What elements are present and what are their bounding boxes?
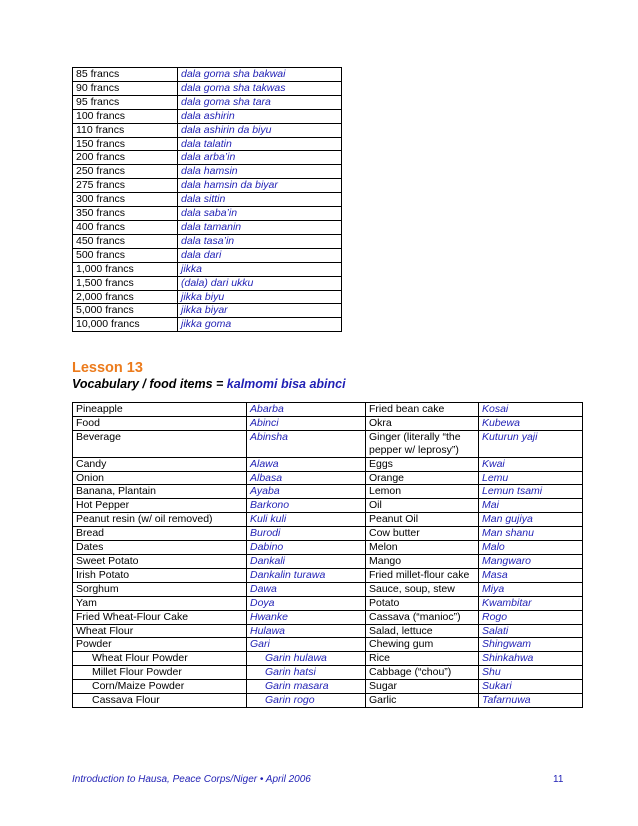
- food-hausa: Tafarnuwa: [479, 694, 583, 708]
- amount-english: 150 francs: [73, 137, 178, 151]
- food-hausa: Abinci: [247, 416, 366, 430]
- food-english: Bread: [73, 527, 247, 541]
- food-hausa: Malo: [479, 541, 583, 555]
- amount-hausa: dala dari: [178, 248, 342, 262]
- table-row: [73, 554, 583, 568]
- amount-hausa: jikka: [178, 262, 342, 276]
- food-hausa: Gari: [247, 638, 366, 652]
- table-row: [73, 568, 583, 582]
- lesson-title: Lesson 13: [72, 360, 143, 376]
- subtitle-hausa: kalmomi bisa abinci: [226, 377, 346, 391]
- food-english: Powder: [73, 638, 247, 652]
- table-row: [73, 403, 583, 417]
- amount-english: 2,000 francs: [73, 290, 178, 304]
- food-english: Cassava (“manioc”): [366, 610, 479, 624]
- food-hausa: Kwai: [479, 457, 583, 471]
- table-row: [73, 81, 342, 95]
- food-english: Fried bean cake: [366, 403, 479, 417]
- amount-english: 110 francs: [73, 123, 178, 137]
- amount-hausa: jikka biyu: [178, 290, 342, 304]
- table-row: [73, 430, 583, 457]
- table-row: [73, 248, 342, 262]
- table-row: [73, 624, 583, 638]
- amount-english: 400 francs: [73, 220, 178, 234]
- amount-english: 300 francs: [73, 193, 178, 207]
- food-hausa: Dabino: [247, 541, 366, 555]
- table-row: [73, 457, 583, 471]
- food-hausa: Kubewa: [479, 416, 583, 430]
- table-row: [73, 638, 583, 652]
- food-english: Beverage: [73, 430, 247, 457]
- amount-hausa: jikka biyar: [178, 304, 342, 318]
- food-hausa: Rogo: [479, 610, 583, 624]
- table-row: [73, 234, 342, 248]
- amount-english: 450 francs: [73, 234, 178, 248]
- food-english: Cow butter: [366, 527, 479, 541]
- amount-hausa: dala ashirin: [178, 109, 342, 123]
- food-english: Sweet Potato: [73, 554, 247, 568]
- table-row: [73, 694, 583, 708]
- table-row: [73, 137, 342, 151]
- food-english: Chewing gum: [366, 638, 479, 652]
- food-hausa: Shu: [479, 666, 583, 680]
- amount-hausa: dala saba’in: [178, 207, 342, 221]
- food-english: Peanut resin (w/ oil removed): [73, 513, 247, 527]
- page-number: 11: [553, 774, 564, 785]
- food-hausa: Abarba: [247, 403, 366, 417]
- amount-english: 100 francs: [73, 109, 178, 123]
- food-english: Pineapple: [73, 403, 247, 417]
- food-hausa: Albasa: [247, 471, 366, 485]
- food-english: Banana, Plantain: [73, 485, 247, 499]
- footer-text: Introduction to Hausa, Peace Corps/Niger • April 2006: [72, 774, 311, 785]
- amount-hausa: dala tasa’in: [178, 234, 342, 248]
- food-english: Wheat Flour: [73, 624, 247, 638]
- food-hausa: Garin hatsi: [247, 666, 366, 680]
- food-hausa: Man shanu: [479, 527, 583, 541]
- table-row: [73, 610, 583, 624]
- amount-hausa: dala talatin: [178, 137, 342, 151]
- food-english: Cabbage (“chou”): [366, 666, 479, 680]
- food-english: Okra: [366, 416, 479, 430]
- food-english: Yam: [73, 596, 247, 610]
- food-english: Sorghum: [73, 582, 247, 596]
- subtitle-english: Vocabulary / food items =: [72, 377, 227, 391]
- table-row: [73, 276, 342, 290]
- amount-english: 1,000 francs: [73, 262, 178, 276]
- food-hausa: Doya: [247, 596, 366, 610]
- food-hausa: Barkono: [247, 499, 366, 513]
- food-hausa: Ayaba: [247, 485, 366, 499]
- table-row: [73, 109, 342, 123]
- amount-hausa: dala goma sha tara: [178, 95, 342, 109]
- amount-hausa: dala goma sha takwas: [178, 81, 342, 95]
- amount-hausa: dala hamsin da biyar: [178, 179, 342, 193]
- amount-hausa: (dala) dari ukku: [178, 276, 342, 290]
- food-english: Peanut Oil: [366, 513, 479, 527]
- amount-hausa: jikka goma: [178, 318, 342, 332]
- table-row: [73, 95, 342, 109]
- food-english: Fried Wheat-Flour Cake: [73, 610, 247, 624]
- table-row: [73, 596, 583, 610]
- food-english: Potato: [366, 596, 479, 610]
- food-hausa: Dankalin turawa: [247, 568, 366, 582]
- table-row: [73, 680, 583, 694]
- food-english: Dates: [73, 541, 247, 555]
- table-row: [73, 471, 583, 485]
- amount-english: 95 francs: [73, 95, 178, 109]
- lesson-subtitle: [72, 377, 346, 391]
- food-hausa: Sukari: [479, 680, 583, 694]
- food-hausa: Kwambitar: [479, 596, 583, 610]
- table-row: [73, 513, 583, 527]
- table-row: [73, 666, 583, 680]
- food-english: Lemon: [366, 485, 479, 499]
- food-english: Orange: [366, 471, 479, 485]
- food-english: Food: [73, 416, 247, 430]
- food-hausa: Garin masara: [247, 680, 366, 694]
- table-row: [73, 527, 583, 541]
- table-row: [73, 416, 583, 430]
- amount-english: 10,000 francs: [73, 318, 178, 332]
- food-hausa: Shinkahwa: [479, 652, 583, 666]
- food-hausa: Mai: [479, 499, 583, 513]
- amount-hausa: dala ashirin da biyu: [178, 123, 342, 137]
- food-english: Garlic: [366, 694, 479, 708]
- food-english: Sauce, soup, stew: [366, 582, 479, 596]
- food-hausa: Hwanke: [247, 610, 366, 624]
- food-english: Onion: [73, 471, 247, 485]
- table-row: [73, 207, 342, 221]
- amount-hausa: dala hamsin: [178, 165, 342, 179]
- food-hausa: Hulawa: [247, 624, 366, 638]
- table-row: [73, 179, 342, 193]
- food-english: Melon: [366, 541, 479, 555]
- numbers-table: [72, 67, 342, 332]
- table-row: [73, 220, 342, 234]
- table-row: [73, 262, 342, 276]
- food-hausa: Kosai: [479, 403, 583, 417]
- table-row: [73, 541, 583, 555]
- food-hausa: Kuturun yaji: [479, 430, 583, 457]
- food-hausa: Burodi: [247, 527, 366, 541]
- food-hausa: Garin rogo: [247, 694, 366, 708]
- amount-english: 275 francs: [73, 179, 178, 193]
- food-english: Sugar: [366, 680, 479, 694]
- table-row: [73, 582, 583, 596]
- food-english: Salad, lettuce: [366, 624, 479, 638]
- food-hausa: Mangwaro: [479, 554, 583, 568]
- food-english: Candy: [73, 457, 247, 471]
- amount-english: 350 francs: [73, 207, 178, 221]
- table-row: [73, 123, 342, 137]
- food-hausa: Abinsha: [247, 430, 366, 457]
- food-english: Oil: [366, 499, 479, 513]
- table-row: [73, 304, 342, 318]
- amount-hausa: dala sittin: [178, 193, 342, 207]
- food-english: Eggs: [366, 457, 479, 471]
- food-hausa: Man gujiya: [479, 513, 583, 527]
- table-row: [73, 485, 583, 499]
- amount-hausa: dala goma sha bakwai: [178, 68, 342, 82]
- food-english: Cassava Flour: [73, 694, 247, 708]
- amount-english: 5,000 francs: [73, 304, 178, 318]
- table-row: [73, 68, 342, 82]
- table-row: [73, 652, 583, 666]
- food-english: Mango: [366, 554, 479, 568]
- table-row: [73, 151, 342, 165]
- table-row: [73, 165, 342, 179]
- food-hausa: Dawa: [247, 582, 366, 596]
- food-hausa: Alawa: [247, 457, 366, 471]
- food-english: Millet Flour Powder: [73, 666, 247, 680]
- amount-hausa: dala tamanin: [178, 220, 342, 234]
- amount-english: 500 francs: [73, 248, 178, 262]
- food-english: Hot Pepper: [73, 499, 247, 513]
- food-hausa: Salati: [479, 624, 583, 638]
- food-hausa: Masa: [479, 568, 583, 582]
- table-row: [73, 318, 342, 332]
- table-row: [73, 290, 342, 304]
- food-vocabulary-table: [72, 402, 583, 708]
- amount-english: 250 francs: [73, 165, 178, 179]
- amount-english: 90 francs: [73, 81, 178, 95]
- table-row: [73, 499, 583, 513]
- food-english: Rice: [366, 652, 479, 666]
- food-hausa: Dankali: [247, 554, 366, 568]
- food-hausa: Garin hulawa: [247, 652, 366, 666]
- food-english: Fried millet-flour cake: [366, 568, 479, 582]
- food-hausa: Lemu: [479, 471, 583, 485]
- amount-english: 200 francs: [73, 151, 178, 165]
- amount-english: 1,500 francs: [73, 276, 178, 290]
- amount-hausa: dala arba’in: [178, 151, 342, 165]
- food-hausa: Shingwam: [479, 638, 583, 652]
- food-english: Corn/Maize Powder: [73, 680, 247, 694]
- food-hausa: Kuli kuli: [247, 513, 366, 527]
- food-english: Wheat Flour Powder: [73, 652, 247, 666]
- table-row: [73, 193, 342, 207]
- food-hausa: Miya: [479, 582, 583, 596]
- amount-english: 85 francs: [73, 68, 178, 82]
- food-english: Irish Potato: [73, 568, 247, 582]
- food-english: Ginger (literally “the pepper w/ leprosy”): [366, 430, 479, 457]
- food-hausa: Lemun tsami: [479, 485, 583, 499]
